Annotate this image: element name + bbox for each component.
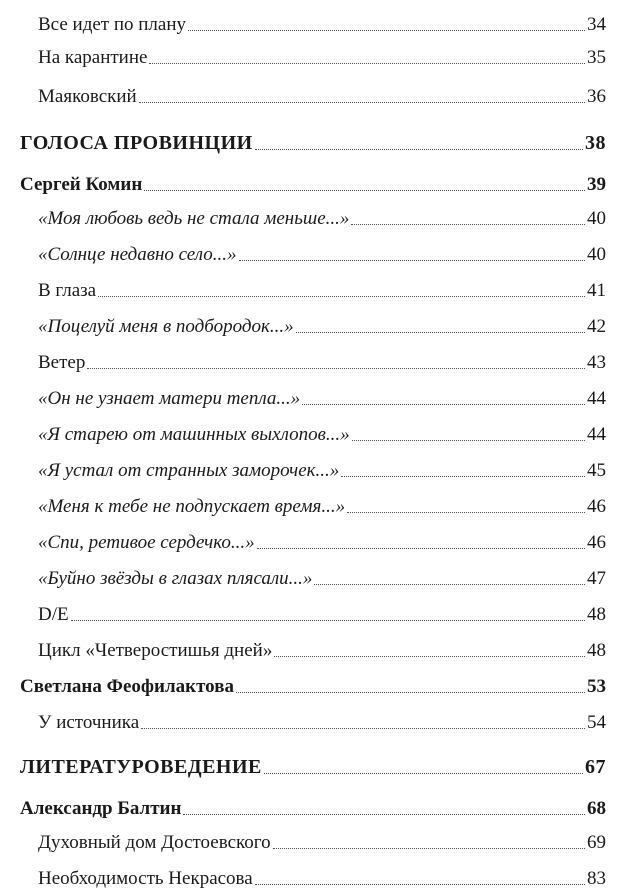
page-number: 44 bbox=[587, 388, 606, 409]
entry-title: Цикл «Четверостишья дней» bbox=[38, 640, 273, 661]
toc-entry bbox=[38, 450, 606, 480]
toc-author bbox=[20, 788, 606, 818]
toc-entry bbox=[38, 76, 606, 106]
toc-entry bbox=[38, 234, 606, 264]
page-number: 68 bbox=[587, 798, 606, 819]
toc-entry bbox=[38, 702, 606, 732]
toc-entry bbox=[38, 630, 606, 660]
page-number: 40 bbox=[587, 244, 606, 265]
dot-leader bbox=[274, 656, 585, 657]
entry-title: Необходимость Некрасова bbox=[38, 868, 253, 889]
dot-leader bbox=[144, 190, 585, 191]
dot-leader bbox=[341, 476, 585, 477]
entry-title: Ветер bbox=[38, 352, 86, 373]
page-number: 40 bbox=[587, 208, 606, 229]
page-number: 47 bbox=[587, 568, 606, 589]
entry-title: «Я устал от странных заморочек...» bbox=[38, 460, 340, 481]
dot-leader bbox=[273, 848, 585, 849]
toc-entry bbox=[38, 378, 606, 408]
entry-title: D/E bbox=[38, 604, 69, 625]
entry-title: «Меня к тебе не подпускает время...» bbox=[38, 496, 346, 517]
dot-leader bbox=[149, 63, 585, 64]
page-number: 45 bbox=[587, 460, 606, 481]
entry-title: «Я старею от машинных выхлопов...» bbox=[38, 424, 350, 445]
entry-title: «Моя любовь ведь не стала меньше...» bbox=[38, 208, 350, 229]
page-number: 44 bbox=[587, 424, 606, 445]
toc-entry bbox=[38, 822, 606, 852]
toc-entry bbox=[38, 306, 606, 336]
entry-title: «Поцелуй меня в подбородок...» bbox=[38, 316, 294, 337]
toc-entry bbox=[38, 858, 606, 888]
entry-title: «Спи, ретивое сердечко...» bbox=[38, 532, 255, 553]
page-number: 39 bbox=[587, 174, 606, 195]
dot-leader bbox=[296, 332, 585, 333]
dot-leader bbox=[257, 548, 585, 549]
dot-leader bbox=[264, 773, 583, 774]
entry-title: Все идет по плану bbox=[38, 14, 187, 35]
toc-entry bbox=[38, 594, 606, 624]
entry-title: В глаза bbox=[38, 280, 97, 301]
entry-title: Духовный дом Достоевского bbox=[38, 832, 271, 853]
toc-entry bbox=[38, 198, 606, 228]
entry-title: «Он не узнает матери тепла...» bbox=[38, 388, 301, 409]
entry-title: «Солнце недавно село...» bbox=[38, 244, 237, 265]
page-number: 46 bbox=[587, 532, 606, 553]
page-number: 35 bbox=[587, 47, 606, 68]
page-number: 46 bbox=[587, 496, 606, 517]
toc-entry bbox=[38, 342, 606, 372]
dot-leader bbox=[141, 728, 585, 729]
toc-entry bbox=[38, 414, 606, 444]
toc-entry bbox=[38, 486, 606, 516]
dot-leader bbox=[255, 149, 583, 150]
toc-author bbox=[20, 666, 606, 696]
dot-leader bbox=[239, 260, 585, 261]
page-number: 42 bbox=[587, 316, 606, 337]
toc-entry bbox=[38, 37, 606, 67]
page-number: 36 bbox=[587, 86, 606, 107]
toc-entry bbox=[38, 270, 606, 300]
author-name: Светлана Феофилактова bbox=[20, 676, 234, 697]
author-name: Александр Балтин bbox=[20, 798, 182, 819]
toc-entry bbox=[38, 4, 606, 34]
page-number: 67 bbox=[585, 756, 606, 778]
toc-entry bbox=[38, 558, 606, 588]
entry-title: На карантине bbox=[38, 47, 148, 68]
page-number: 69 bbox=[587, 832, 606, 853]
page-number: 34 bbox=[587, 14, 606, 35]
section-title: ЛИТЕРАТУРОВЕДЕНИЕ bbox=[20, 756, 262, 778]
page-number: 43 bbox=[587, 352, 606, 373]
page-number: 83 bbox=[587, 868, 606, 889]
dot-leader bbox=[183, 814, 585, 815]
page-number: 41 bbox=[587, 280, 606, 301]
page-number: 38 bbox=[585, 132, 606, 154]
entry-title: У источника bbox=[38, 712, 140, 733]
dot-leader bbox=[71, 620, 585, 621]
toc-entry bbox=[38, 522, 606, 552]
dot-leader bbox=[347, 512, 585, 513]
dot-leader bbox=[352, 440, 585, 441]
page-number: 53 bbox=[587, 676, 606, 697]
dot-leader bbox=[236, 692, 585, 693]
author-name: Сергей Комин bbox=[20, 174, 143, 195]
page-number: 48 bbox=[587, 604, 606, 625]
section-title: ГОЛОСА ПРОВИНЦИИ bbox=[20, 132, 253, 154]
dot-leader bbox=[351, 224, 585, 225]
dot-leader bbox=[314, 584, 585, 585]
entry-title: «Буйно звёзды в глазах плясали...» bbox=[38, 568, 313, 589]
entry-title: Маяковский bbox=[38, 86, 137, 107]
dot-leader bbox=[188, 30, 585, 31]
dot-leader bbox=[87, 368, 585, 369]
page-number: 54 bbox=[587, 712, 606, 733]
toc-section-heading bbox=[20, 747, 606, 777]
toc-author bbox=[20, 164, 606, 194]
toc-section-heading bbox=[20, 123, 606, 153]
page-number: 48 bbox=[587, 640, 606, 661]
dot-leader bbox=[255, 884, 585, 885]
dot-leader bbox=[302, 404, 585, 405]
dot-leader bbox=[139, 102, 585, 103]
dot-leader bbox=[98, 296, 585, 297]
